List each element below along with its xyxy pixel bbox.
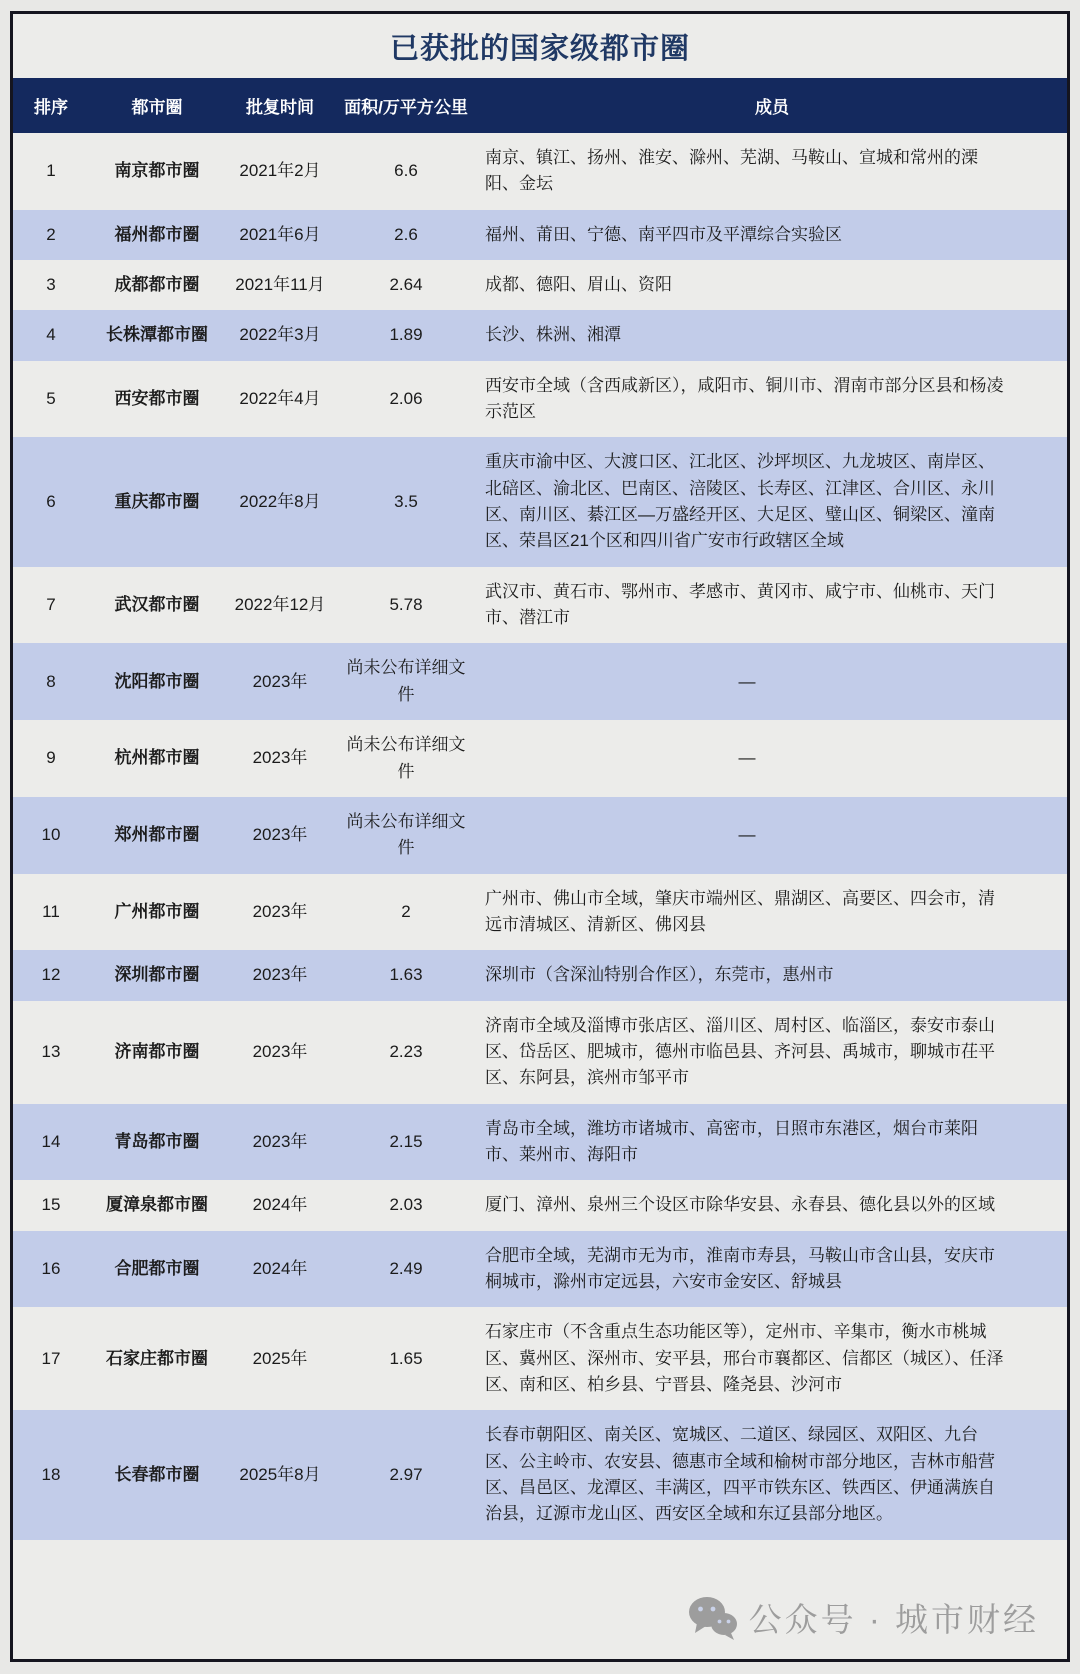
rank-cell: 17 <box>41 1348 61 1368</box>
rank-cell: 1 <box>46 161 56 181</box>
members-cell: 武汉市、黄石市、鄂州市、孝感市、黄冈市、咸宁市、仙桃市、天门市、潜江市 <box>485 581 995 628</box>
metro-name-cell: 济南都市圈 <box>114 1041 200 1061</box>
table-row <box>13 1001 1067 1104</box>
rank-cell: 14 <box>41 1131 61 1151</box>
members-cell: 重庆市渝中区、大渡口区、江北区、沙坪坝区、九龙坡区、南岸区、北碚区、渝北区、巴南区、涪陵区、长寿区、江津区、合川区、永川区、南川区、綦江区—万盛经开区、大足区、璧山区、铜梁区、潼南区、荣昌区21个区和四川省广安市行政辖区全域 <box>485 452 995 551</box>
approval-date-cell: 2023年 <box>252 965 308 985</box>
table-row <box>13 950 1067 1000</box>
area-cell: 1.63 <box>389 965 423 985</box>
area-cell: 2.15 <box>389 1131 423 1151</box>
approval-date-cell: 2023年 <box>252 748 308 768</box>
header-rank: 排序 <box>13 78 89 133</box>
table-row <box>13 1231 1067 1308</box>
members-cell: 深圳市（含深汕特别合作区），东莞市，惠州市 <box>485 965 834 985</box>
table-frame <box>10 11 1070 1662</box>
watermark <box>687 1594 1039 1641</box>
area-cell: 2.64 <box>389 275 423 295</box>
metro-name-cell: 合肥都市圈 <box>114 1258 200 1278</box>
rank-cell: 4 <box>46 325 56 345</box>
rank-cell: 6 <box>46 491 56 511</box>
approval-date-cell: 2023年 <box>252 671 308 691</box>
table-row <box>13 210 1067 260</box>
members-cell: — <box>738 825 756 845</box>
area-cell: 2 <box>401 901 411 921</box>
metro-name-cell: 郑州都市圈 <box>114 825 200 845</box>
header-area: 面积/万平方公里 <box>335 78 477 133</box>
header-members: 成员 <box>477 78 1067 133</box>
area-cell: 尚未公布详细文件 <box>346 735 466 781</box>
table-row <box>13 1410 1067 1539</box>
header-metro-name: 都市圈 <box>89 78 225 133</box>
rank-cell: 11 <box>42 901 60 921</box>
area-cell: 2.06 <box>389 388 423 408</box>
members-cell: 成都、德阳、眉山、资阳 <box>485 275 672 295</box>
metro-name-cell: 青岛都市圈 <box>114 1131 200 1151</box>
table-row <box>13 720 1067 797</box>
approval-date-cell: 2021年2月 <box>239 161 321 181</box>
members-cell: 合肥市全域，芜湖市无为市，淮南市寿县，马鞍山市含山县，安庆市桐城市，滁州市定远县，六安市金安区、舒城县 <box>485 1245 995 1291</box>
rank-cell: 9 <box>46 748 56 768</box>
metro-name-cell: 成都都市圈 <box>114 275 200 295</box>
members-cell: 长春市朝阳区、南关区、宽城区、二道区、绿园区、双阳区、九台区、公主岭市、农安县、德惠市全域和榆树市部分地区，吉林市船营区、昌邑区、龙潭区、丰满区，四平市铁东区、铁西区、伊通满族自治县，辽源市龙山区、西安区全域和东辽县部分地区。 <box>485 1425 995 1524</box>
table-header <box>13 78 1067 133</box>
rank-cell: 7 <box>46 594 56 614</box>
members-cell: 福州、莆田、宁德、南平四市及平潭综合实验区 <box>485 224 842 244</box>
area-cell: 2.6 <box>394 224 418 244</box>
approval-date-cell: 2022年4月 <box>239 388 321 408</box>
rank-cell: 12 <box>41 965 61 985</box>
page-title: 已获批的国家级都市圈 <box>389 32 690 65</box>
rank-cell: 2 <box>46 224 56 244</box>
members-cell: 南京、镇江、扬州、淮安、滁州、芜湖、马鞍山、宣城和常州的溧阳、金坛 <box>485 148 978 194</box>
metro-name-cell: 厦漳泉都市圈 <box>106 1195 208 1215</box>
approval-date-cell: 2023年 <box>252 1131 308 1151</box>
approval-date-cell: 2024年 <box>252 1195 308 1215</box>
area-cell: 1.65 <box>389 1348 423 1368</box>
approval-date-cell: 2022年12月 <box>234 594 326 614</box>
header-row <box>13 78 1067 133</box>
metro-name-cell: 重庆都市圈 <box>114 491 200 511</box>
wechat-icon <box>687 1596 739 1640</box>
table-row <box>13 437 1067 566</box>
approval-date-cell: 2025年 <box>252 1348 308 1368</box>
area-cell: 尚未公布详细文件 <box>346 811 466 858</box>
metro-name-cell: 杭州都市圈 <box>114 748 200 768</box>
area-cell: 尚未公布详细文件 <box>346 658 466 704</box>
approval-date-cell: 2023年 <box>252 1041 308 1061</box>
members-cell: 石家庄市（不含重点生态功能区等），定州市、辛集市，衡水市桃城区、冀州区、深州市、安平县，邢台市襄都区、信都区（城区）、任泽区、南和区、柏乡县、宁晋县、隆尧县、沙河市 <box>485 1322 1004 1394</box>
rank-cell: 10 <box>41 825 61 845</box>
metro-name-cell: 南京都市圈 <box>114 161 200 181</box>
metro-name-cell: 西安都市圈 <box>114 388 200 408</box>
approval-date-cell: 2024年 <box>252 1258 308 1278</box>
members-cell: 西安市全域（含西咸新区），咸阳市、铜川市、渭南市部分区县和杨凌示范区 <box>485 375 1004 422</box>
rank-cell: 15 <box>41 1195 61 1215</box>
table-row <box>13 1104 1067 1181</box>
rank-cell: 18 <box>41 1464 61 1484</box>
metro-name-cell: 石家庄都市圈 <box>106 1348 208 1368</box>
table-row <box>13 361 1067 438</box>
approval-date-cell: 2022年8月 <box>239 491 321 511</box>
rank-cell: 3 <box>46 275 56 295</box>
area-cell: 6.6 <box>394 161 418 181</box>
table-row <box>13 1307 1067 1410</box>
table-row <box>13 133 1067 210</box>
rank-cell: 8 <box>46 671 56 691</box>
approval-date-cell: 2021年11月 <box>235 275 325 295</box>
members-cell: 青岛市全域，潍坊市诸城市、高密市，日照市东港区，烟台市莱阳市、莱州市、海阳市 <box>485 1118 978 1164</box>
metro-name-cell: 深圳都市圈 <box>114 965 200 985</box>
members-cell: 济南市全域及淄博市张店区、淄川区、周村区、临淄区，泰安市泰山区、岱岳区、肥城市，德州市临邑县、齐河县、禹城市，聊城市茌平区、东阿县，滨州市邹平市 <box>485 1015 995 1088</box>
table-row <box>13 797 1067 874</box>
metro-name-cell: 福州都市圈 <box>114 224 200 244</box>
table-row <box>13 874 1067 951</box>
approval-date-cell: 2023年 <box>252 901 308 921</box>
members-cell: 厦门、漳州、泉州三个设区市除华安县、永春县、德化县以外的区域 <box>485 1195 995 1215</box>
area-cell: 2.23 <box>389 1041 423 1061</box>
table-row <box>13 260 1067 310</box>
watermark-text: 公众号 · 城市财经 <box>748 1601 1039 1638</box>
table-row <box>13 643 1067 720</box>
header-approval-date: 批复时间 <box>225 78 335 133</box>
table-body <box>13 133 1067 1540</box>
table-row <box>13 567 1067 644</box>
metro-name-cell: 沈阳都市圈 <box>114 671 200 691</box>
rank-cell: 16 <box>41 1258 61 1278</box>
metro-name-cell: 长株潭都市圈 <box>106 325 208 345</box>
members-cell: 广州市、佛山市全域，肇庆市端州区、鼎湖区、高要区、四会市，清远市清城区、清新区、佛冈县 <box>485 888 995 934</box>
area-cell: 2.03 <box>389 1195 423 1215</box>
approval-date-cell: 2023年 <box>252 825 308 845</box>
approval-date-cell: 2022年3月 <box>239 325 321 345</box>
area-cell: 5.78 <box>389 594 423 614</box>
metro-name-cell: 广州都市圈 <box>114 901 200 921</box>
members-cell: — <box>738 671 756 691</box>
area-cell: 2.97 <box>389 1464 423 1484</box>
area-cell: 1.89 <box>389 325 423 345</box>
area-cell: 3.5 <box>394 491 418 511</box>
metro-name-cell: 长春都市圈 <box>114 1464 200 1484</box>
title-bar <box>13 14 1067 78</box>
table-row <box>13 310 1067 360</box>
members-cell: — <box>738 748 756 768</box>
table-row <box>13 1180 1067 1230</box>
members-cell: 长沙、株洲、湘潭 <box>485 325 621 345</box>
rank-cell: 5 <box>46 388 56 408</box>
area-cell: 2.49 <box>389 1258 423 1278</box>
rank-cell: 13 <box>41 1041 61 1061</box>
metro-name-cell: 武汉都市圈 <box>114 594 200 614</box>
metro-areas-table <box>13 78 1067 1540</box>
approval-date-cell: 2025年8月 <box>239 1464 321 1484</box>
approval-date-cell: 2021年6月 <box>239 224 321 244</box>
